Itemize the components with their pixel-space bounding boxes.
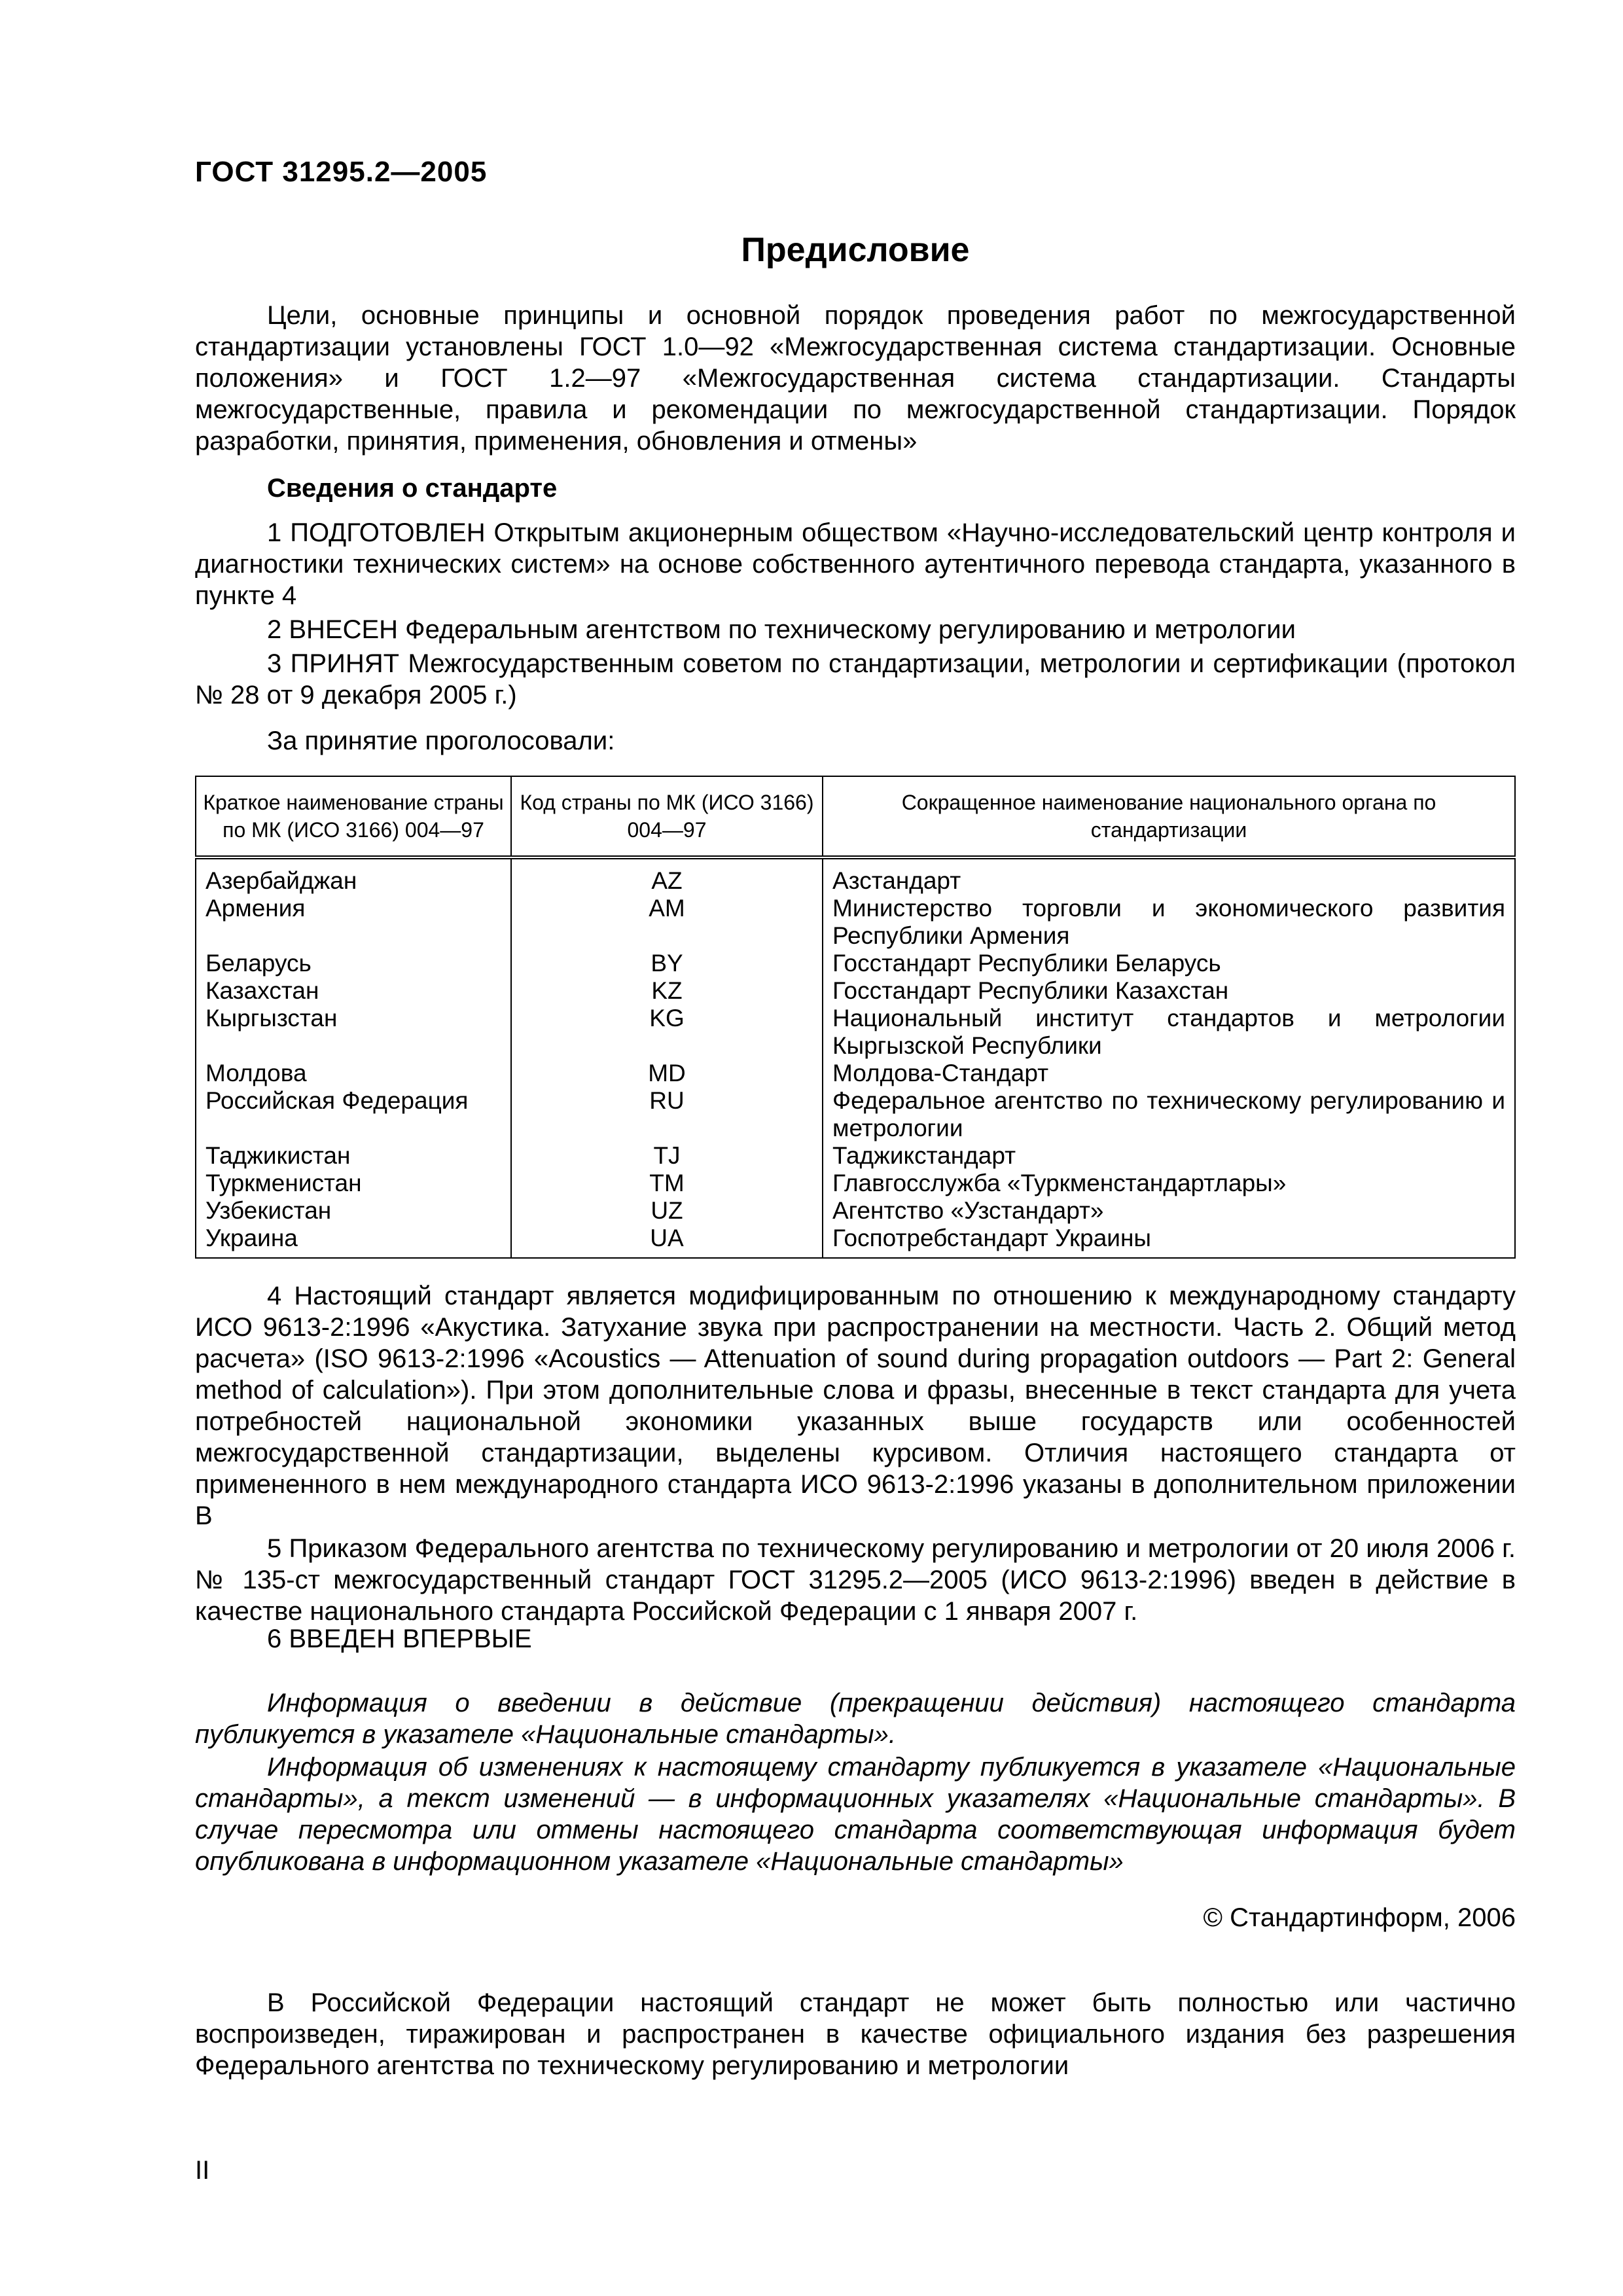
cell-org: Азстандарт <box>823 857 1515 895</box>
item-1: 1 ПОДГОТОВЛЕН Открытым акционерным обществом «Научно-исследовательский центр контроля и диагностики технических систем» на основе собственного аутентичного перевода стандарта, указанного в пункте 4 <box>195 518 1516 610</box>
table-body <box>196 857 1515 1258</box>
info-heading: Сведения о стандарте <box>267 474 558 503</box>
header-org: Сокращенное наименование национального органа по стандартизации <box>823 776 1515 857</box>
cell-country: Узбекистан <box>196 1197 511 1225</box>
voting-table <box>195 776 1516 1259</box>
table-row <box>196 1087 1515 1142</box>
cell-org: Госстандарт Республики Беларусь <box>823 950 1515 977</box>
cell-code: AM <box>511 895 823 950</box>
cell-code: TM <box>511 1170 823 1197</box>
cell-code: UA <box>511 1225 823 1258</box>
cell-org: Национальный институт стандартов и метрологии Кыргызской Республики <box>823 1005 1515 1060</box>
cell-country: Украина <box>196 1225 511 1258</box>
copyright-line: © Стандартинформ, 2006 <box>1203 1903 1516 1932</box>
header-code: Код страны по МК (ИСО 3166) 004—97 <box>511 776 823 857</box>
item-3: 3 ПРИНЯТ Межгосударственным советом по стандартизации, метрологии и сертификации (протокол № 28 от 9 декабря 2005 г.) <box>195 649 1516 709</box>
intro-paragraph: Цели, основные принципы и основной порядок проведения работ по межгосударственной стандартизации установлены ГОСТ 1.0—92 «Межгосударственная система стандартизации. Основные положения» и ГОСТ 1.2—97 «Межгосударственная система стандартизации. Стандарты межгосударственные, правила и рекомендации по межгосударственной стандартизации. Порядок разработки, принятия, применения, обновления и отмены» <box>195 301 1516 456</box>
table-row <box>196 1225 1515 1258</box>
table-row <box>196 1005 1515 1060</box>
cell-org: Агентство «Узстандарт» <box>823 1197 1515 1225</box>
cell-code: BY <box>511 950 823 977</box>
notice-2: Информация об изменениях к настоящему стандарту публикуется в указателе «Национальные стандарты», а текст изменений — в информационных указателях «Национальные стандарты». В случае пересмотра или отмены настоящего стандарта соответствующая информация будет опубликована в информационном указателе «Национальные стандарты» <box>195 1753 1516 1876</box>
item-4: 4 Настоящий стандарт является модифицированным по отношению к международному стандарту ИСО 9613-2:1996 «Акустика. Затухание звука при распространении на местности. Часть 2. Общий метод расчета» (ISO 9613-2:1996 «Acoustics — Attenuation of sound during propagation outdoors — Part 2: General method of calculation»). При этом дополнительные слова и фразы, внесенные в текст стандарта для учета потребностей национальной экономики указанных выше государств или особенностей межгосударственной стандартизации, выделены курсивом. Отличия настоящего стандарта от примененного в нем международного стандарта ИСО 9613-2:1996 указаны в дополнительном приложении В <box>195 1282 1516 1530</box>
page-title: Предисловие <box>741 231 970 269</box>
table-row <box>196 1060 1515 1087</box>
table-row <box>196 857 1515 895</box>
standard-info-section <box>195 473 1516 504</box>
table-row <box>196 1197 1515 1225</box>
cell-code: KZ <box>511 977 823 1005</box>
rights-section <box>195 1987 1516 2081</box>
item-6-block <box>195 1623 1516 1655</box>
cell-org: Молдова-Стандарт <box>823 1060 1515 1087</box>
cell-code: MD <box>511 1060 823 1087</box>
cell-country: Кыргызстан <box>196 1005 511 1060</box>
notices-section <box>195 1687 1516 1877</box>
table-row <box>196 950 1515 977</box>
document-id: ГОСТ 31295.2—2005 <box>195 156 488 188</box>
table-header-row <box>196 776 1515 857</box>
cell-country: Таджикистан <box>196 1142 511 1170</box>
header-country: Краткое наименование страны по МК (ИСО 3166) 004—97 <box>196 776 511 857</box>
cell-code: TJ <box>511 1142 823 1170</box>
cell-org: Министерство торговли и экономического развития Республики Армения <box>823 895 1515 950</box>
cell-country: Азербайджан <box>196 857 511 895</box>
cell-code: UZ <box>511 1197 823 1225</box>
item-6: 6 ВВЕДЕН ВПЕРВЫЕ <box>267 1624 532 1653</box>
cell-code: AZ <box>511 857 823 895</box>
intro-section <box>195 300 1516 457</box>
items-1-3 <box>195 517 1516 711</box>
cell-country: Казахстан <box>196 977 511 1005</box>
cell-org: Госстандарт Республики Казахстан <box>823 977 1515 1005</box>
items-4-5 <box>195 1280 1516 1627</box>
cell-org: Госпотребстандарт Украины <box>823 1225 1515 1258</box>
table-row <box>196 1170 1515 1197</box>
cell-country: Молдова <box>196 1060 511 1087</box>
cell-org: Главгосслужба «Туркменстандартлары» <box>823 1170 1515 1197</box>
item-2: 2 ВНЕСЕН Федеральным агентством по техническому регулированию и метрологии <box>267 615 1296 644</box>
cell-org: Таджикстандарт <box>823 1142 1515 1170</box>
cell-country: Российская Федерация <box>196 1087 511 1142</box>
table-header <box>196 776 1515 857</box>
cell-country: Туркменистан <box>196 1170 511 1197</box>
cell-code: RU <box>511 1087 823 1142</box>
voted-label: За принятие проголосовали: <box>267 726 615 755</box>
table-row <box>196 895 1515 950</box>
cell-code: KG <box>511 1005 823 1060</box>
item-5: 5 Приказом Федерального агентства по техническому регулированию и метрологии от 20 июля 2006 г. № 135-ст межгосударственный стандарт ГОСТ 31295.2—2005 (ИСО 9613-2:1996) введен в действие в качестве национального стандарта Российской Федерации с 1 января 2007 г. <box>195 1534 1516 1626</box>
table-row <box>196 977 1515 1005</box>
cell-org: Федеральное агентство по техническому регулированию и метрологии <box>823 1087 1515 1142</box>
voted-label-block <box>195 725 1516 757</box>
table-row <box>196 1142 1515 1170</box>
page-number: II <box>195 2156 210 2185</box>
cell-country: Армения <box>196 895 511 950</box>
notice-1: Информация о введении в действие (прекращении действия) настоящего стандарта публикуется в указателе «Национальные стандарты». <box>195 1689 1516 1749</box>
cell-country: Беларусь <box>196 950 511 977</box>
rights-paragraph: В Российской Федерации настоящий стандарт не может быть полностью или частично воспроизведен, тиражирован и распространен в качестве официального издания без разрешения Федерального агентства по техническому регулированию и метрологии <box>195 1988 1516 2080</box>
